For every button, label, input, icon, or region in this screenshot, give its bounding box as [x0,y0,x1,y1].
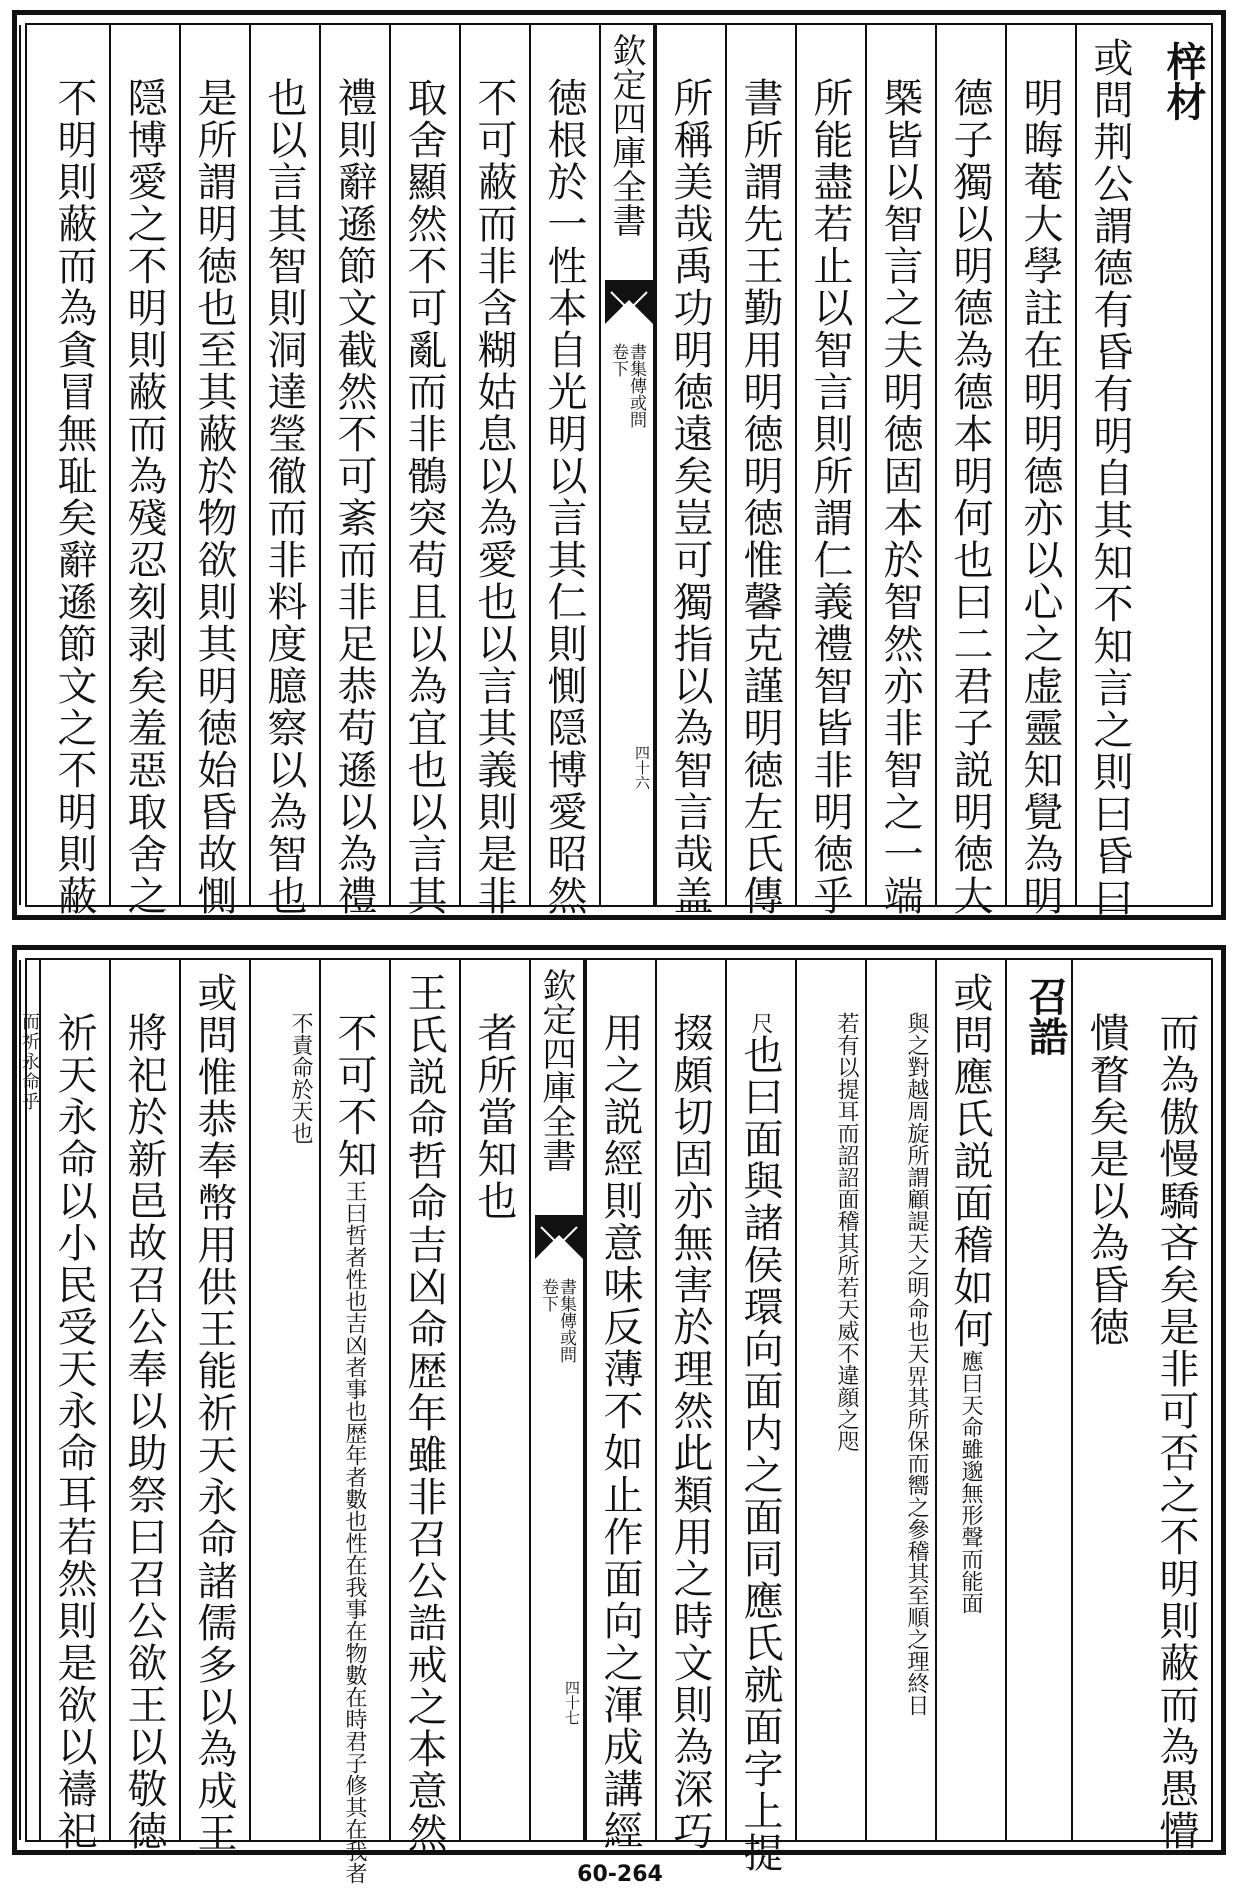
column-text: 者所當知也 [471,1012,517,1222]
text-column [725,25,795,917]
column-text: 所能盡若止以智言則所謂仁義禮智皆非明徳乎 [807,77,853,917]
column-text: 用之説經則意味反薄不如止作面向之渾成講經 [597,1012,643,1852]
text-column [179,25,249,917]
column-text: 書所謂先王勤用明徳明徳惟馨克謹明徳左氏傳 [737,77,783,917]
column-text: 徳根於一性本自光明以言其仁則惻隠博愛昭然 [541,77,587,917]
text-column [19,25,109,917]
spine-subtitle: 書集傳或問 [626,343,646,428]
fishtail-ornament-icon [535,1215,583,1259]
text-column [1071,960,1141,1840]
text-column [319,25,389,917]
text-column [109,25,179,917]
column-text: 或問惟恭奉幣用供王能祈天永命諸儒多以為成王 [191,972,237,1854]
text-column [655,25,725,917]
column-main: 也曰面與諸侯環向面内之面同應氏就面字上提 [737,1034,783,1874]
column-text [937,972,1005,1832]
column-text: 也以言其智則洞達瑩徹而非料度臆察以為智也 [261,77,307,917]
text-column [795,25,865,917]
column-text [727,1012,795,1872]
text-column [389,25,459,917]
column-text: 不明則蔽而為貪冒無耻矣辭遜節文之不明則蔽 [51,77,97,917]
text-column [389,960,459,1854]
fishtail-ornament-icon [605,280,653,324]
column-text: 憒瞀矣是以為昏徳 [1083,1012,1129,1348]
note-column [865,960,935,1840]
column-note: 尺 [748,1012,773,1034]
spine-page-number: 四十七 [563,1680,581,1725]
text-column [935,25,1005,917]
text-column [865,25,935,917]
column-text: 隠博愛之不明則蔽而為殘忍刻剥矣羞惡取舍之 [121,77,167,917]
text-column [319,960,389,1884]
text-column [585,960,655,1852]
spine-subtitle: 書集傳或問 [556,1278,576,1363]
text-column [179,960,249,1854]
text-column [19,960,39,1840]
column-text: 將祀於新邑故召公奉以助祭曰召公欲王以敬徳 [121,1012,167,1852]
column-text: 不可蔽而非含糊姑息以為愛也以言其義則是非 [471,77,517,917]
spine-title: 欽定四庫全書 [536,968,576,1172]
spine-title: 欽定四庫全書 [606,33,646,237]
page-footer-number: 60-264 [577,1862,663,1887]
top-page-frame [25,23,1213,919]
column-text: 祈天永命以小民受天永命耳若然則是欲以禱祀 [51,1012,97,1852]
column-note: 若有以提耳而詔詔面稽其所若天威不違顔之咫 [834,1012,859,1452]
text-column [39,960,109,1852]
column-text: 而祈永命乎 [19,1012,40,1112]
column-text [321,1012,389,1884]
note-column [795,960,865,1840]
column-text: 掇頗切固亦無害於理然此類用之時文則為深巧 [667,1012,713,1852]
text-column [935,960,1005,1840]
text-column [109,960,179,1852]
bottom-spine [529,960,585,1840]
text-column [1075,25,1145,919]
column-text: 禮則辭遜節文截然不可紊而非足恭苟遜以為禮 [331,77,377,917]
text-column [1141,960,1211,1852]
text-column [459,960,529,1840]
bottom-heading: 召誥 [1022,976,1069,1056]
column-main: 或問應氏説面稽如何 [947,972,993,1350]
column-main: 不可不知 [331,1012,377,1180]
note-column [249,960,319,1840]
column-note: 應曰天命雖邈無形聲而能面 [958,1350,983,1614]
text-column [529,25,599,917]
column-text: 而為傲慢驕吝矣是非可否之不明則蔽而為愚懵 [1153,1012,1199,1852]
top-page-panel [12,10,1226,920]
column-note: 與之對越周旋所謂顧諟天之明命也天𢌿其所保而嚮之參稽其至順之理終日 [904,1012,929,1716]
spine-volume: 卷下 [608,343,628,377]
top-heading: 梓材 [1160,41,1207,121]
column-note: 王曰哲者性也吉凶者事也歴年者數也性在我事在物數在時君子修其在我者 [342,1180,367,1884]
column-note: 不責命於天也 [288,1012,313,1144]
column-text: 是所謂明徳也至其蔽於物欲則其明徳始昏故惻 [191,77,237,917]
column-text: 槩皆以智言之夫明徳固本於智然亦非智之一端 [877,77,923,917]
text-column [725,960,795,1874]
column-text: 王氏説命哲命吉凶命歴年雖非召公誥戒之本意然 [401,972,447,1854]
column-text: 所稱美哉禹功明徳遠矣豈可獨指以為智言哉盖 [667,77,713,917]
top-heading-column [1145,25,1211,905]
column-text: 明晦菴大學註在明明德亦以心之虚靈知覺為明 [1017,77,1063,917]
column-text: 德子獨以明德為德本明何也曰二君子説明徳大 [947,77,993,917]
column-text: 或問荆公謂德有昏有明自其知不知言之則曰昏曰 [1087,37,1133,919]
spine-page-number: 四十六 [633,745,651,790]
spine-volume: 卷下 [538,1278,558,1312]
bottom-heading-column [1005,960,1071,1840]
text-column [1005,25,1075,917]
text-column [459,25,529,917]
column-text: 取舍顯然不可亂而非鶻突苟且以為宜也以言其 [401,77,447,917]
text-column [249,25,319,917]
top-spine [599,25,655,905]
text-column [655,960,725,1852]
